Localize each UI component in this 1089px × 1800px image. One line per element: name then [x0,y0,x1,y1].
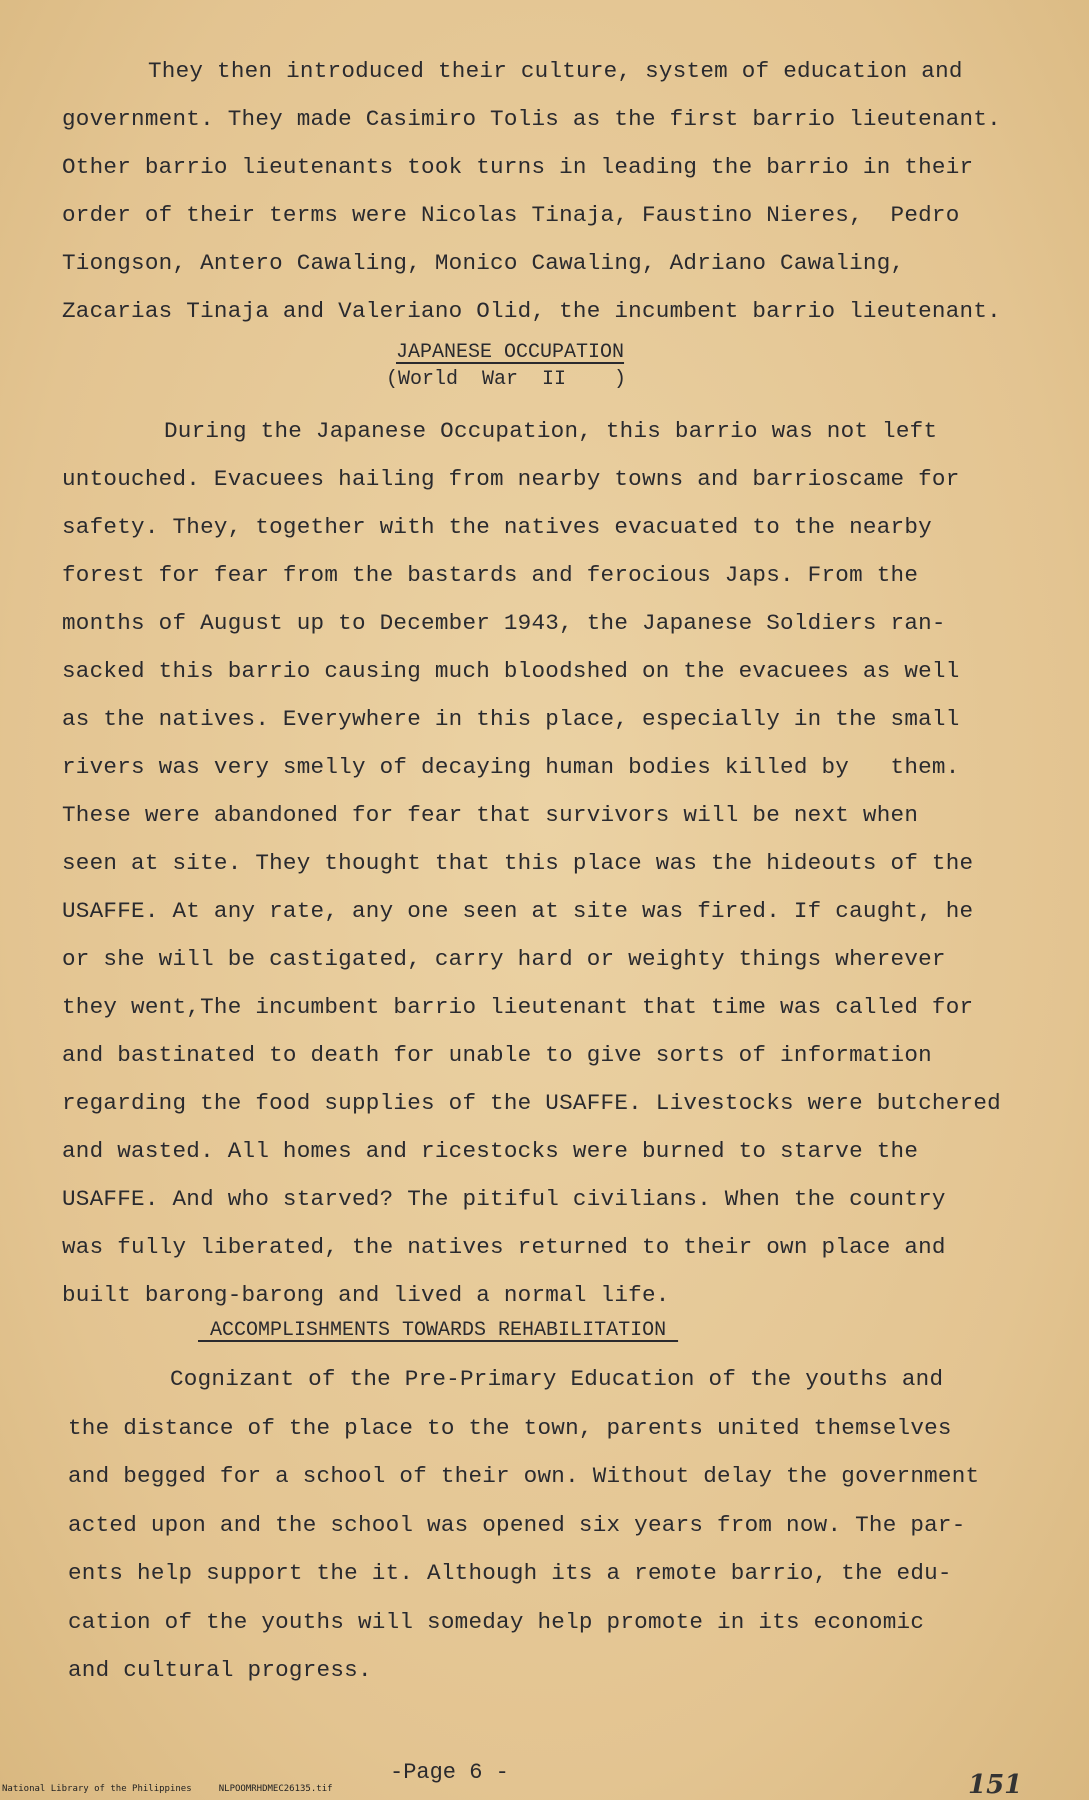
folio-number: 151 [968,1770,1023,1800]
text-line: months of August up to December 1943, the Japanese Soldiers ran- [62,610,946,636]
text-line: Tiongson, Antero Cawaling, Monico Cawaling, Adriano Cawaling, [62,250,905,276]
text-line: as the natives. Everywhere in this place, especially in the small [62,706,960,732]
text-line: and cultural progress. [68,1657,372,1683]
text-line: Cognizant of the Pre-Primary Education of the youths and [170,1366,944,1392]
text-line: government. They made Casimiro Tolis as the first barrio lieutenant. [62,106,1001,132]
text-line: forest for fear from the bastards and ferocious Japs. From the [62,562,919,588]
text-line: order of their terms were Nicolas Tinaja, Faustino Nieres, Pedro [62,202,960,228]
scan-source-caption: National Library of the Philippines NLPOOMRHDMEC26135.tif [2,1784,333,1794]
text-line: ents help support the it. Although its a remote barrio, the edu- [68,1560,952,1586]
text-line: seen at site. They thought that this place was the hideouts of the [62,850,974,876]
heading-accomplishments-rehabilitation: ACCOMPLISHMENTS TOWARDS REHABILITATION [198,1319,679,1342]
text-line: USAFFE. And who starved? The pitiful civilians. When the country [62,1186,946,1212]
text-line: cation of the youths will someday help promote in its economic [68,1608,925,1635]
text-line: they went,The incumbent barrio lieutenant that time was called for [62,994,974,1020]
text-line: During the Japanese Occupation, this barrio was not left [164,418,938,444]
text-line: These were abandoned for fear that survivors will be next when [62,802,919,828]
text-line: Zacarias Tinaja and Valeriano Olid, the incumbent barrio lieutenant. [62,298,1001,324]
text-line: USAFFE. At any rate, any one seen at site was fired. If caught, he [62,898,974,924]
text-line: built barong-barong and lived a normal life. [62,1282,670,1308]
text-line: rivers was very smelly of decaying human bodies killed by them. [62,754,960,780]
text-line: Other barrio lieutenants took turns in leading the barrio in their [62,154,974,180]
text-line: safety. They, together with the natives evacuated to the nearby [62,514,932,540]
text-line: and wasted. All homes and ricestocks were burned to starve the [62,1138,919,1164]
text-line: They then introduced their culture, system of education and [148,58,963,84]
text-line: sacked this barrio causing much bloodshed on the evacuees as well [62,658,960,684]
text-line: and begged for a school of their own. Without delay the government [68,1463,980,1489]
text-line: or she will be castigated, carry hard or weighty things wherever [62,946,946,972]
heading-japanese-occupation: JAPANESE OCCUPATION [396,341,625,364]
text-line: regarding the food supplies of the USAFFE. Livestocks were butchered [62,1090,1001,1116]
text-line: and bastinated to death for unable to give sorts of information [62,1042,932,1068]
text-line: the distance of the place to the town, parents united themselves [68,1414,952,1441]
text-line: was fully liberated, the natives returned to their own place and [62,1234,946,1260]
subheading-world-war-ii: (World War II ) [386,368,627,391]
text-line: acted upon and the school was opened six years from now. The par- [68,1511,966,1538]
page-number: -Page 6 - [390,1760,509,1785]
text-line: untouched. Evacuees hailing from nearby towns and barrioscame for [62,466,960,492]
